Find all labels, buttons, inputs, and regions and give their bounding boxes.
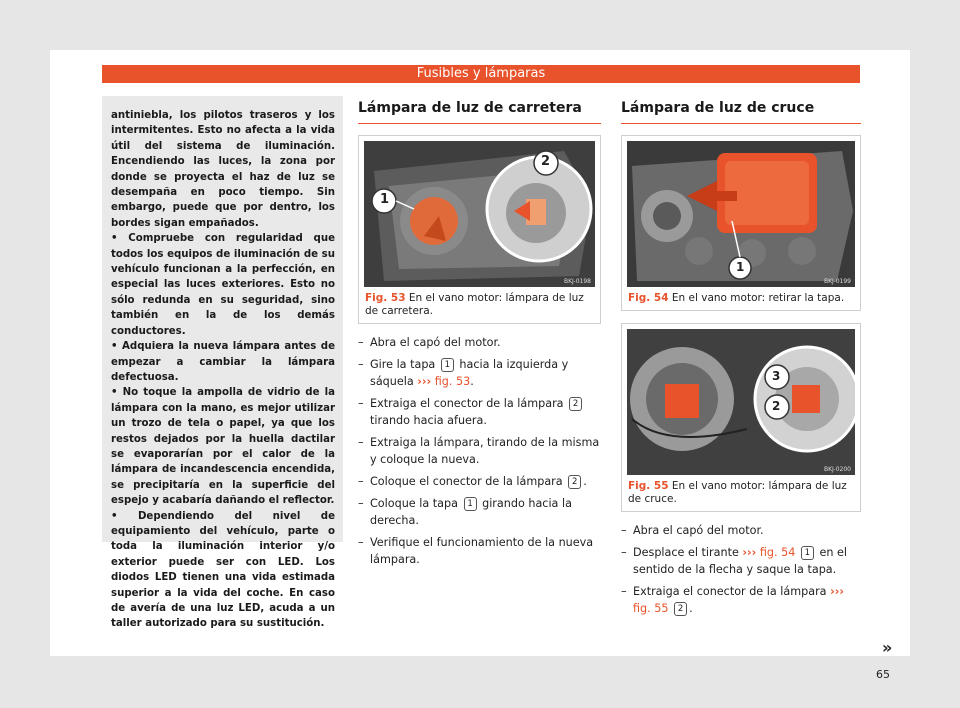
step-item: – Gire la tapa 1 hacia la izquierda y sáquela ››› fig. 53.: [358, 356, 601, 390]
continue-mark: »: [882, 638, 893, 657]
figure-image: [364, 141, 595, 287]
callout-number: 1: [464, 497, 477, 511]
info-bullet: • Adquiera la nueva lámpara antes de empezar a cambiar la lámpara defectuosa.: [111, 339, 335, 385]
figure-callout: 2: [541, 154, 551, 169]
figure-code: BKJ-0200: [823, 466, 851, 473]
callout-number: 1: [441, 358, 454, 372]
figure-link[interactable]: fig. 55: [633, 602, 669, 615]
step-item: – Extraiga el conector de la lámpara ››› fig. 55 2 .: [621, 583, 861, 617]
callout-number: 2: [569, 397, 582, 411]
low-beam-section: [621, 100, 861, 622]
step-item: – Extraiga el conector de la lámpara 2 tirando hacia afuera.: [358, 395, 601, 429]
callout-number: 2: [674, 602, 687, 616]
low-beam-lamp-illustration: [627, 329, 855, 475]
figure-caption: Fig. 53 En el vano motor: lámpara de luz de carretera.: [365, 292, 584, 317]
figure-callout: 3: [772, 369, 781, 383]
figure-link[interactable]: fig. 54: [759, 546, 796, 559]
callout-number: 1: [801, 546, 814, 560]
figure-caption: Fig. 54 En el vano motor: retirar la tapa.: [628, 292, 845, 304]
info-paragraph: antiniebla, los pilotos traseros y los intermitentes. Esto no afecta a la vida útil del sistema de iluminación. Encendiendo las luces, la zona por donde se proyecta el haz de luz se desempaña en poco tiempo. Sin embargo, puede que por dentro, los bordes sigan empañados.: [111, 110, 335, 229]
figure-image: [627, 141, 855, 287]
callout-number: 2: [568, 475, 581, 489]
high-beam-section: [358, 100, 601, 573]
figure-code: BKJ-0198: [563, 278, 591, 285]
figure-53: [358, 135, 601, 324]
figure-callout: 1: [380, 192, 390, 207]
manual-page: [50, 50, 910, 681]
figure-54: [621, 135, 861, 311]
figure-callout: 2: [772, 399, 781, 413]
step-item: – Coloque la tapa 1 girando hacia la derecha.: [358, 495, 601, 529]
figure-link[interactable]: fig. 53: [434, 375, 471, 388]
figure-image: [627, 329, 855, 475]
step-list: [621, 522, 861, 617]
step-item: – Coloque el conector de la lámpara 2 .: [358, 473, 601, 490]
info-bullet: • Compruebe con regularidad que todos los equipos de iluminación de su vehículo funcionan a la perfección, en especial las luces exteriores. Esto no sólo redunda en su seguridad, sino también en la de los demás conductores.: [111, 231, 335, 339]
info-bullet: • No toque la ampolla de vidrio de la lámpara con la mano, es mejor utilizar un trozo de tela o papel, ya que los restos dejados por la huella dactilar se evaporarían por el calor de la lámpara de incandescencia encendida, se precipitaría en la superficie del espejo y acabaría dañando el reflector.: [111, 385, 335, 508]
section-header: Fusibles y lámparas: [102, 65, 860, 83]
page-number: 65: [876, 668, 890, 681]
step-item: – Extraiga la lámpara, tirando de la misma y coloque la nueva.: [358, 434, 601, 468]
step-list: [358, 334, 601, 568]
step-item: – Verifique el funcionamiento de la nueva lámpara.: [358, 534, 601, 568]
figure-callout: 1: [736, 260, 745, 274]
section-title: Lámpara de luz de carretera: [358, 100, 601, 124]
step-item: – Desplace el tirante ››› fig. 54 1 en el sentido de la flecha y saque la tapa.: [621, 544, 861, 578]
section-title: Lámpara de luz de cruce: [621, 100, 861, 124]
figure-55: [621, 323, 861, 512]
figure-code: BKJ-0199: [823, 278, 851, 285]
step-item: – Abra el capó del motor.: [621, 522, 861, 539]
info-bullet: • Dependiendo del nivel de equipamiento del vehículo, parte o toda la iluminación interior y/o exterior puede ser con LED. Los diodos LED tienen una vida estimada superior a la vida del coche. En caso de avería de una luz LED, acuda a un taller autorizado para su sustitución.: [111, 509, 335, 632]
figure-caption: Fig. 55 En el vano motor: lámpara de luz de cruce.: [628, 480, 847, 505]
headlamp-illustration: [364, 141, 595, 287]
info-box: [102, 96, 343, 630]
step-item: – Abra el capó del motor.: [358, 334, 601, 351]
